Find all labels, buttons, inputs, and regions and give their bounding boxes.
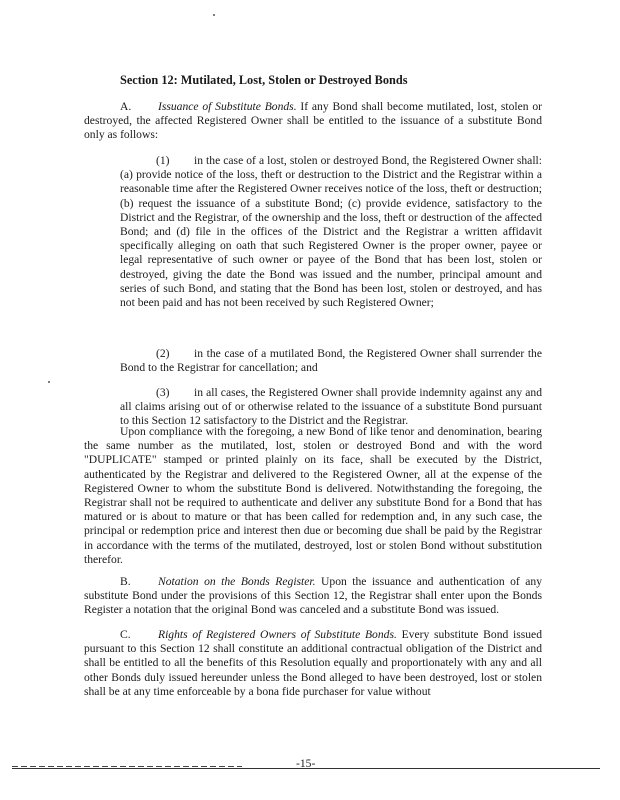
item-2-text: in the case of a mutilated Bond, the Registered Owner shall surrender the Bond to the Registrar for cancellation; and [120, 347, 542, 375]
paragraph-a-title: Issuance of Substitute Bonds. [158, 100, 297, 113]
item-1 [120, 154, 542, 310]
paragraph-b [84, 575, 542, 618]
item-2 [120, 347, 542, 375]
paragraph-upon-compliance [84, 425, 542, 567]
paragraph-a-label: A. [120, 100, 132, 113]
paragraph-a [84, 100, 542, 143]
paragraph-c-title: Rights of Registered Owners of Substitute Bonds. [158, 628, 397, 641]
paragraph-upon-compliance-text: Upon compliance with the foregoing, a new Bond of like tenor and denomination, bearing the same number as the mutilated, lost, stolen or destroyed Bond and with the word "DUPLICATE" stamped or printed plainly on its face, shall be executed by the District, authenticated by the Registrar and delivered to the Registered Owner, all at the expense of the Registered Owner to whom the substitute Bond is delivered. Notwithstanding the foregoing, the Registrar shall not be required to authenticate and deliver any substitute Bond for a Bond that has matured or is about to mature or that has been called for redemption and, in any such case, the principal or redemption price and interest then due or becoming due shall be paid by the Registrar in accordance with the terms of the mutilated, destroyed, lost or stolen Bond without substitution therefor. [84, 425, 542, 566]
footer-rule-dashed [12, 766, 242, 767]
paragraph-b-title: Notation on the Bonds Register. [158, 575, 316, 588]
paragraph-c-label: C. [120, 628, 131, 641]
item-2-number: (2) [156, 347, 170, 360]
paragraph-c-text: Every substitute Bond issued pursuant to this Section 12 shall constitute an additional contractual obligation of the District and shall be entitled to all the benefits of this Resolution equally and proportionately with any and all other Bonds duly issued hereunder unless the Bond alleged to have been destroyed, lost or stolen shall be at any time enforceable by a bona fide purchaser for value without [84, 628, 542, 698]
paragraph-c [84, 628, 542, 699]
scan-speck [48, 381, 50, 383]
paragraph-b-text: Upon the issuance and authentication of any substitute Bond under the provisions of this Section 12, the Registrar shall enter upon the Bonds Register a notation that the original Bond was canceled and a substitute Bond was issued. [84, 575, 542, 617]
section-heading: Section 12: Mutilated, Lost, Stolen or Destroyed Bonds [120, 73, 408, 87]
paragraph-a-text: If any Bond shall become mutilated, lost, stolen or destroyed, the affected Registered Owner shall be entitled to the issuance of a substitute Bond only as follows: [84, 100, 542, 142]
item-3-number: (3) [156, 386, 170, 399]
paragraph-b-label: B. [120, 575, 131, 588]
item-3-text: in all cases, the Registered Owner shall provide indemnity against any and all claims arising out of or otherwise related to the issuance of a substitute Bond pursuant to this Section 12 satisfactory to the District and the Registrar. [120, 386, 542, 428]
item-1-text: in the case of a lost, stolen or destroyed Bond, the Registered Owner shall: (a) provide notice of the loss, theft or destruction to the District and the Registrar within a reasonable time after the Registered Owner receives notice of the loss, theft or destruction; (b) request the issuance of a substitute Bond; (c) provide evidence, satisfactory to the District and the Registrar, of the ownership and the loss, theft or destruction of the affected Bond; and (d) file in the offices of the District and the Registrar a written affidavit specifically alleging on oath that such Registered Owner is the proper owner, payee or legal representative of such owner or payee of the Bond that has been lost, stolen or destroyed, giving the date the Bond was issued and the number, principal amount and series of such Bond, and stating that the Bond has been lost, stolen or destroyed, and has not been paid and has not been received by such Registered Owner; [120, 154, 542, 310]
item-1-number: (1) [156, 154, 170, 167]
item-3 [120, 386, 542, 429]
page-number: -15- [296, 757, 316, 770]
scan-speck [213, 14, 215, 16]
